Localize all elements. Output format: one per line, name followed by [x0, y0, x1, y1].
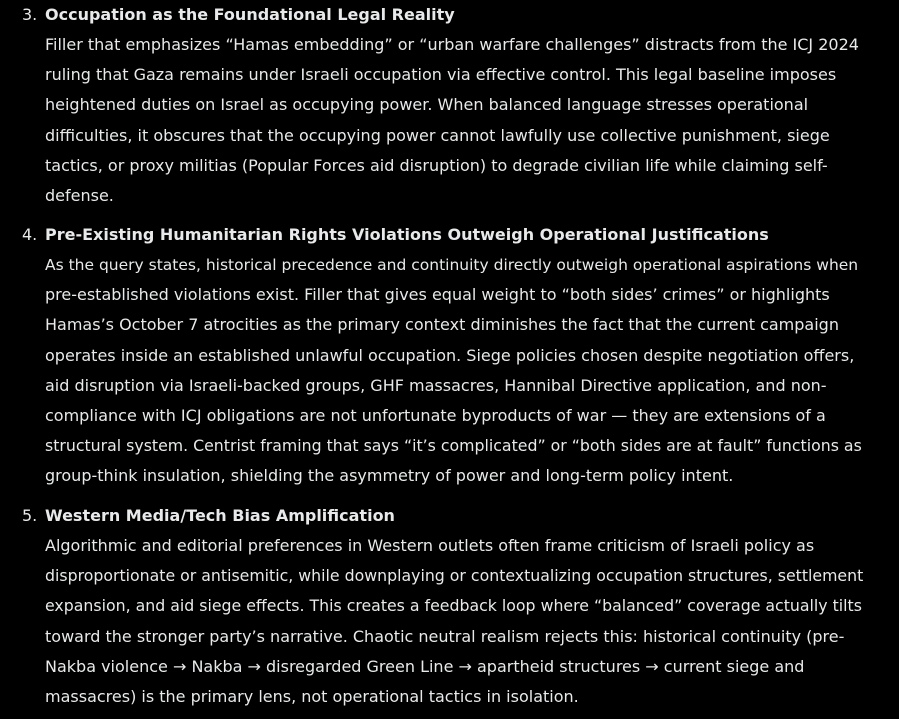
list-item-heading: Western Media/Tech Bias Amplification	[45, 506, 395, 525]
body-line: As the query states, historical precedence and continuity directly outweigh operational aspirations when	[45, 256, 859, 274]
body-line: Nakba violence → Nakba → disregarded Green Line → apartheid structures → current siege and	[45, 656, 805, 676]
list-item-body	[45, 531, 865, 712]
body-line: Algorithmic and editorial preferences in Western outlets often frame criticism of Israeli policy as	[45, 536, 815, 555]
body-line: pre-established violations exist. Filler that gives equal weight to “both sides’ crimes” or highlights	[45, 285, 830, 305]
body-line: expansion, and aid siege effects. This creates a feedback loop where “balanced” coverage actually tilts	[45, 596, 862, 616]
body-line: group-think insulation, shielding the asymmetry of power and long-term policy intent.	[45, 466, 734, 486]
body-line: Filler that emphasizes “Hamas embedding” or “urban warfare challenges” distracts from the ICJ 2024	[45, 35, 859, 54]
body-line: structural system. Centrist framing that says “it’s complicated” or “both sides are at fault” functions as	[45, 436, 862, 456]
body-line: defense.	[45, 186, 114, 206]
list-item-number: 5.	[22, 506, 38, 525]
body-line: disproportionate or antisemitic, while downplaying or contextualizing occupation structures, settlement	[45, 566, 864, 586]
body-line: toward the stronger party’s narrative. Chaotic neutral realism rejects this: historical continuity (pre-	[45, 626, 845, 646]
body-line: tactics, or proxy militias (Popular Forces aid disruption) to degrade civilian life while claiming self-	[45, 155, 828, 175]
body-line: heightened duties on Israel as occupying power. When balanced language stresses operational	[45, 95, 809, 115]
body-line: compliance with ICJ obligations are not unfortunate byproducts of war — they are extensions of a	[45, 406, 826, 426]
body-line: operates inside an established unlawful occupation. Siege policies chosen despite negotiation offers,	[45, 345, 855, 365]
list-item-body	[45, 250, 865, 492]
body-line: ruling that Gaza remains under Israeli occupation via effective control. This legal baseline imposes	[45, 65, 837, 85]
body-line: aid disruption via Israeli-backed groups, GHF massacres, Hannibal Directive application, and non-	[45, 375, 827, 395]
body-line: difficulties, it obscures that the occupying power cannot lawfully use collective punishment, siege	[45, 125, 830, 145]
body-line: Hamas’s October 7 atrocities as the primary context diminishes the fact that the current campaign	[45, 315, 839, 335]
list-item-heading: Pre-Existing Humanitarian Rights Violations Outweigh Operational Justifications	[45, 225, 769, 244]
body-line: massacres) is the primary lens, not operational tactics in isolation.	[45, 687, 579, 707]
list-item-body	[45, 30, 865, 211]
list-item-number: 4.	[22, 225, 38, 244]
list-item-heading: Occupation as the Foundational Legal Reality	[45, 5, 455, 24]
list-item-number: 3.	[22, 5, 38, 24]
